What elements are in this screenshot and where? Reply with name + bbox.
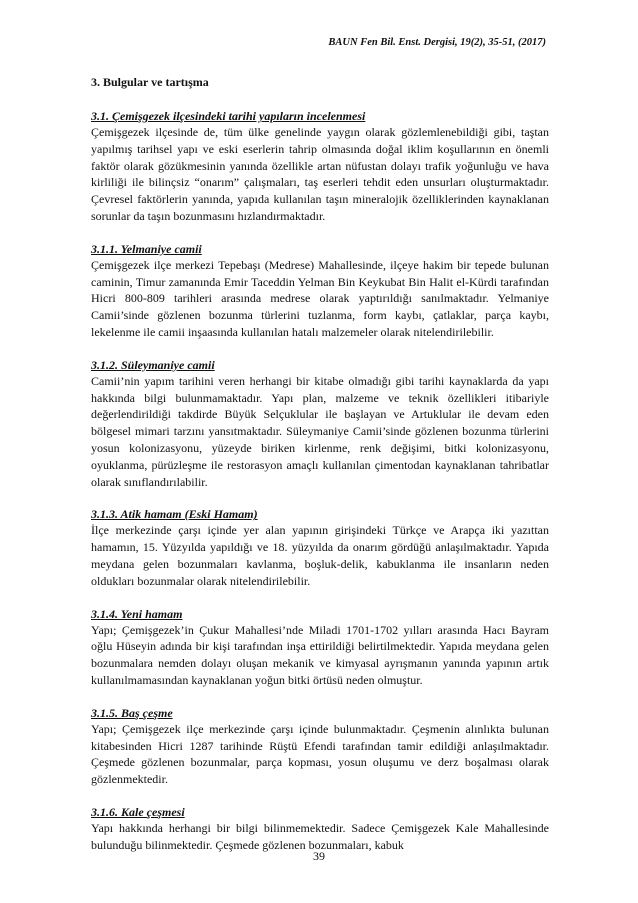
subsection-heading: 3.1.3. Atik hamam (Eski Hamam) xyxy=(91,507,258,522)
page-number: 39 xyxy=(313,849,325,863)
section-title: 3. Bulgular ve tartışma xyxy=(91,75,209,89)
paragraph: Yapı; Çemişgezek ilçe merkezinde çarşı içinde bulunmaktadır. Çeşmenin alınlıkta bulunan kitabesinden Hicri 1287 tarihinde Rüştü Efendi tarafından tamir edildiği anlaşılmaktadır. Çeşmede gözlenen bozunmalar, parça kopması, yosun oluşumu ve derz boşalması olarak gözlenmektedir. xyxy=(91,721,549,787)
paragraph: Çemişgezek ilçesinde de, tüm ülke genelinde yaygın olarak gözlemlenebildiği gibi, taştan yapılmış tarihsel yapı ve eski eserlerin tahrip olmasında doğal iklim koşullarının en önemli faktör olarak gözükmesinin yanında özellikle artan nüfustan dolayı trafik yoğunluğu ve hava kirliliği ile bilinçsiz “onarım” çalışmaları, taş eserleri tehdit eden unsurları oluşturmaktadır. Çevresel faktörlerin yanında, yapıda kullanılan taşın mineralojik özelliklerinden kaynaklanan sorunlar da taşın bozunmasını hızlandırmaktadır. xyxy=(91,125,549,223)
paragraph: İlçe merkezinde çarşı içinde yer alan yapının girişindeki Türkçe ve Arapça iki yazıttan hamamın, 15. Yüzyılda yapıldığı ve 18. yüzyılda da onarım gördüğü anlaşılmaktadır. Yapıda meydana gelen bozunmaları kavlanma, boşluk-delik, kabuklanma ile insanların neden oldukları bozunmalar olarak nitelendirilebilir. xyxy=(91,523,549,588)
article-body xyxy=(91,74,549,854)
paragraph: Yapı; Çemişgezek’in Çukur Mahallesi’nde Miladi 1701-1702 yılları arasında Hacı Bayram oğlu Hüseyin adında bir kişi tarafından inşa ettirildiği belirtilmektedir. Yapıda meydana gelen bozunmalara nemden dolayı oluşan mekanik ve kimyasal ayrışmanın yanında yapının artık kullanılmamasından kaynaklanan yoğun bitki örtüsü neden olmuştur. xyxy=(91,622,549,687)
subsection-heading: 3.1.6. Kale çeşmesi xyxy=(91,804,185,819)
paragraph: Camii’nin yapım tarihini veren herhangi bir kitabe olmadığı gibi tarihi kaynaklarda da yapı hakkında bilgi bulunmamaktadır. Yapı plan, malzeme ve teknik özellikleri itibariyle değerlendirildiği takdirde Büyük Selçuklular ile başlayan ve Artuklular ile devam eden bölgesel mimari tarzını yansıtmaktadır. Süleymaniye Camii’sinde gözlenen bozunma türlerini yosun kolonizasyonu, yüzeyde biriken kirlenme, renk değişimi, bitki kolonizasyonu, oyuklanma, pürüzleşme ile restorasyon amaçlı kullanılan çimentodan kaynaklanan tahribatlar olarak sınıflandırılabilir. xyxy=(91,373,549,489)
subsection-heading: 3.1.2. Süleymaniye camii xyxy=(91,357,215,372)
subsection-heading: 3.1.4. Yeni hamam xyxy=(91,606,183,621)
subsection-heading: 3.1. Çemişgezek ilçesindeki tarihi yapıların incelenmesi xyxy=(91,109,366,123)
journal-header: BAUN Fen Bil. Enst. Dergisi, 19(2), 35-51, (2017) xyxy=(328,37,546,48)
paragraph: Yapı hakkında herhangi bir bilgi bilinmemektedir. Sadece Çemişgezek Kale Mahallesinde bulunduğu bilinmektedir. Çeşmede gözlenen bozunmaları, kabuk xyxy=(91,820,549,852)
subsection-heading: 3.1.1. Yelmaniye camii xyxy=(91,241,202,256)
paragraph: Çemişgezek ilçe merkezi Tepebaşı (Medrese) Mahallesinde, ilçeye hakim bir tepede bulunan caminin, Timur zamanında Emir Taceddin Yelman Bin Keykubat Bin Halit el-Kürdi tarafından Hicri 800-809 tarihleri arasında medrese olarak yaptırıldığı sanılmaktadır. Yelmaniye Camii’sinde gözlenen bozunma türlerini tuzlanma, form kaybı, çatlaklar, parça kaybı, lekelenme ile camii inşaasında kullanılan hatalı malzemeler olarak nitelendirilebilir. xyxy=(91,257,549,339)
subsection-heading: 3.1.5. Baş çeşme xyxy=(91,705,173,720)
